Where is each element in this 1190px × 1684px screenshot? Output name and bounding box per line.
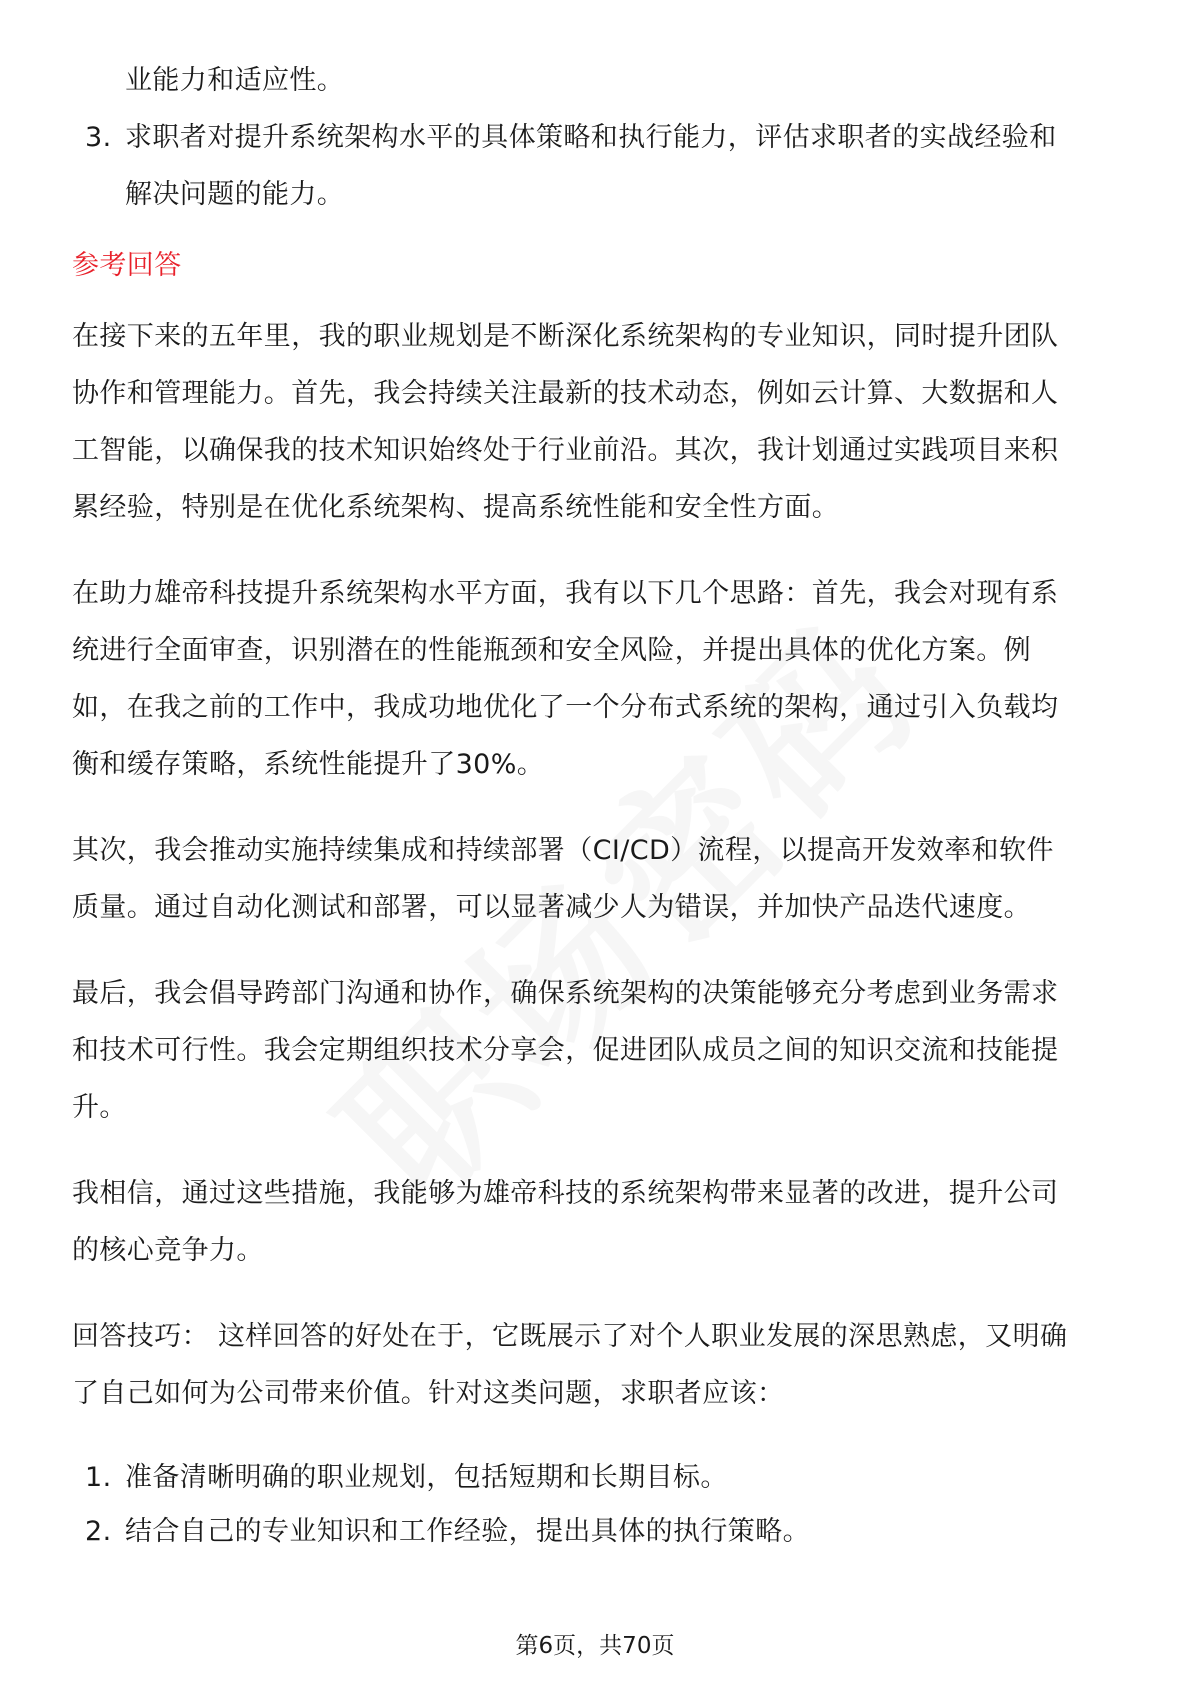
- paragraph-line: 其次，我会推动实施持续集成和持续部署（CI/CD）流程，以提高开发效率和软件: [72, 835, 1054, 866]
- paragraph-line: 回答技巧： 这样回答的好处在于，它既展示了对个人职业发展的深思熟虑，又明确: [72, 1321, 1068, 1352]
- page-content: [72, 52, 1122, 1559]
- paragraph-line: 我相信，通过这些措施，我能够为雄帝科技的系统架构带来显著的改进，提升公司: [72, 1178, 1059, 1209]
- paragraph-line: 如，在我之前的工作中，我成功地优化了一个分布式系统的架构，通过引入负载均: [72, 692, 1059, 723]
- paragraph-line: 最后，我会倡导跨部门沟通和协作，确保系统架构的决策能够充分考虑到业务需求: [72, 978, 1059, 1009]
- list-item: [72, 1505, 1122, 1559]
- criteria-list: [72, 109, 1122, 223]
- paragraph-line: 和技术可行性。我会定期组织技术分享会，促进团队成员之间的知识交流和技能提: [72, 1035, 1059, 1066]
- continued-list-text: 业能力和适应性。: [125, 65, 345, 96]
- answer-tips-paragraph: [72, 1308, 1122, 1422]
- paragraph-line: 衡和缓存策略，系统性能提升了30%。: [72, 749, 545, 780]
- list-item-text: 结合自己的专业知识和工作经验，提出具体的执行策略。: [125, 1516, 810, 1547]
- list-number: 1.: [85, 1462, 112, 1493]
- tips-list: [72, 1451, 1122, 1559]
- answer-paragraph: [72, 965, 1122, 1136]
- paragraph-line: 工智能，以确保我的技术知识始终处于行业前沿。其次，我计划通过实践项目来积: [72, 435, 1059, 466]
- paragraph-line: 在接下来的五年里，我的职业规划是不断深化系统架构的专业知识，同时提升团队: [72, 321, 1059, 352]
- paragraph-line: 了自己如何为公司带来价值。针对这类问题，求职者应该：: [72, 1378, 785, 1409]
- list-item: [72, 109, 1122, 223]
- list-item-line: 求职者对提升系统架构水平的具体策略和执行能力，评估求职者的实战经验和: [125, 122, 1057, 153]
- list-number: 3.: [85, 122, 112, 153]
- paragraph-line: 累经验，特别是在优化系统架构、提高系统性能和安全性方面。: [72, 492, 840, 523]
- paragraph-line: 的核心竞争力。: [72, 1235, 264, 1266]
- list-number: 2.: [85, 1516, 112, 1547]
- paragraph-line: 在助力雄帝科技提升系统架构水平方面，我有以下几个思路：首先，我会对现有系: [72, 578, 1059, 609]
- answer-paragraph: [72, 308, 1122, 536]
- paragraph-line: 统进行全面审查，识别潜在的性能瓶颈和安全风险，并提出具体的优化方案。例: [72, 635, 1031, 666]
- answer-paragraph: [72, 822, 1122, 936]
- reference-answer-heading: 参考回答: [72, 250, 182, 281]
- list-item-line: 解决问题的能力。: [125, 179, 345, 210]
- paragraph-line: 协作和管理能力。首先，我会持续关注最新的技术动态，例如云计算、大数据和人: [72, 378, 1059, 409]
- paragraph-line: 升。: [72, 1092, 127, 1123]
- paragraph-line: 质量。通过自动化测试和部署，可以显著减少人为错误，并加快产品迭代速度。: [72, 892, 1031, 923]
- list-item-text: 准备清晰明确的职业规划，包括短期和长期目标。: [125, 1462, 728, 1493]
- answer-paragraph: [72, 1165, 1122, 1279]
- answer-paragraph: [72, 565, 1122, 793]
- page-number-footer: 第6页，共70页: [515, 1633, 675, 1659]
- list-item: [72, 1451, 1122, 1505]
